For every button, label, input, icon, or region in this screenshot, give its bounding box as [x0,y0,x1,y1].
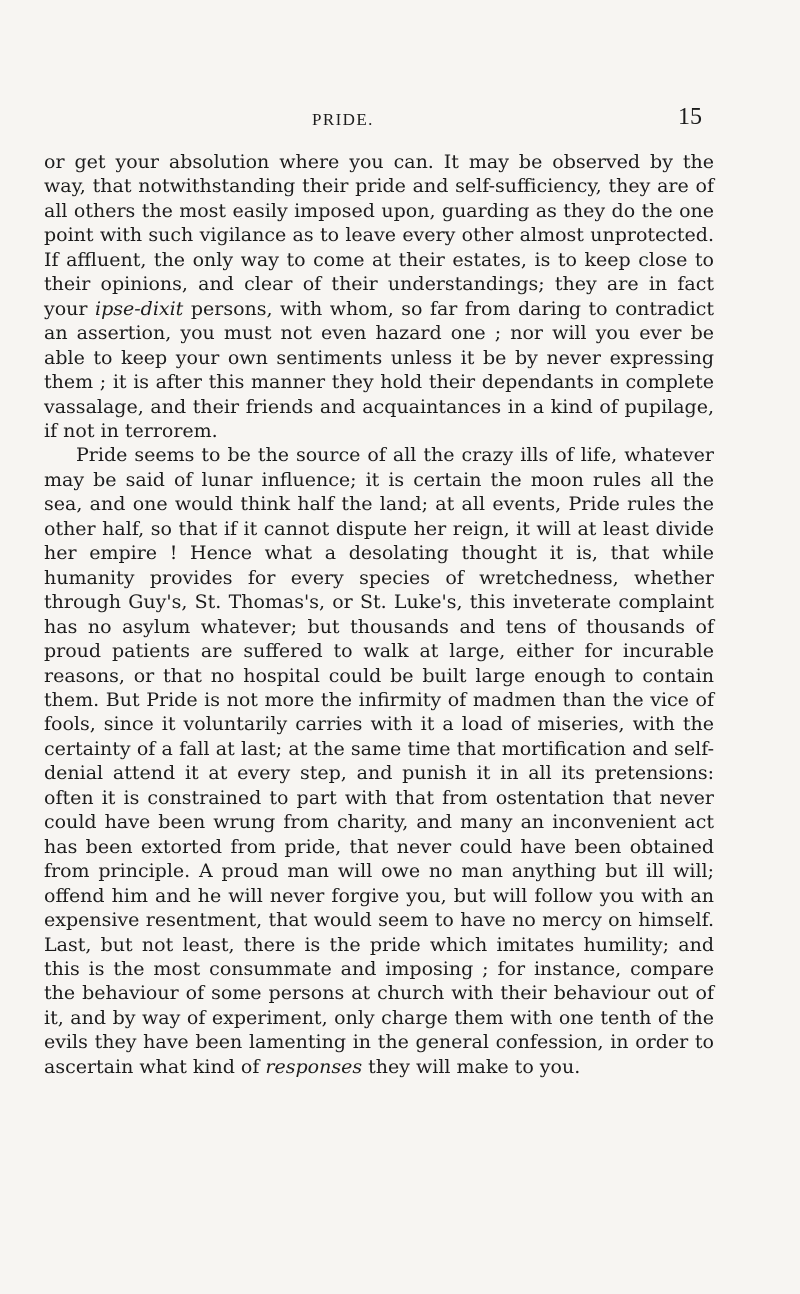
paragraph-text: persons, with whom, so far from daring to contradict an assertion, you must not even hazard one ; nor will you ever be able to keep your own sentiments unless it be by never expressing them ; it is after this manner they hold their dependants in complete vassalage, and their friends and acquaintances in a kind of pupilage, if not in terrorem. [44,297,714,442]
italic-phrase: responses [265,1055,363,1078]
paragraph [44,150,714,443]
running-title: PRIDE. [312,110,374,129]
paragraph-text: or get your absolution where you can. It may be observed by the way, that notwithstanding their pride and self-sufficiency, they are of all others the most easily imposed upon, guarding as they do the one point with such vigilance as to leave every other almost unprotected. If affluent, the only way to come at their estates, is to keep close to their opinions, and clear of their understandings; they are in fact your [44,151,714,320]
paragraph-text: Pride seems to be the source of all the crazy ills of life, whatever may be said of lunar influence; it is certain the moon rules all the sea, and one would think half the land; at all events, Pride rules the other half, so that if it cannot dispute her reign, it will at least divide her empire ! Hence what a desolating thought it is, that while humanity provides for every species of wretchedness, whether through Guy's, St. Thomas's, or St. Luke's, this inveterate complaint has no asylum whatever; but thousands and tens of thousands of proud patients are suffered to walk at large, either for incurable reasons, or that no hospital could be built large enough to contain them. But Pride is not more the infirmity of madmen than the vice of fools, since it voluntarily carries with it a load of miseries, with the certainty of a fall at last; at the same time that mortification and self-denial attend it at every step, and punish it in all its pretensions: often it is constrained to part with that from ostentation that never could have been wrung from charity, and many an inconvenient act has been extorted from pride, that never could have been obtained from principle. A proud man will owe no man anything but ill will; offend him and he will never forgive you, but will follow you with an expensive resentment, that would seem to have no mercy on himself. Last, but not least, there is the pride which imitates humility; and this is the most consummate and imposing ; for instance, compare the behaviour of some persons at church with their behaviour out of it, and by way of experiment, only charge them with one tenth of the evils they have been lamenting in the general confession, in order to ascertain what kind of [44,444,714,1078]
italic-phrase: ipse-dixit [95,297,184,320]
page-number: 15 [678,104,702,130]
running-header [312,104,702,138]
paragraph-text: they will make to you. [362,1055,581,1078]
paragraph [44,443,714,1079]
body-text [44,150,714,1079]
